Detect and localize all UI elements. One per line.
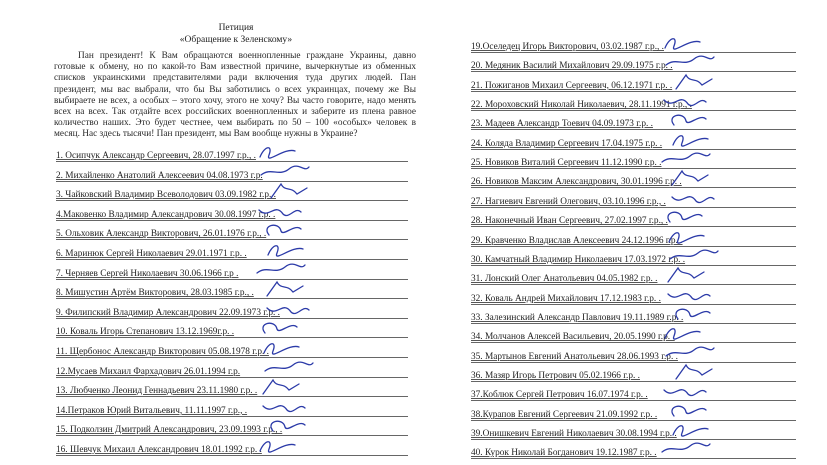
petition-page-left <box>50 0 422 465</box>
signature-line <box>471 420 796 421</box>
signature-line <box>56 337 408 338</box>
signature-line <box>471 458 796 459</box>
signatory-entry: 34. Молчанов Алексей Васильевич, 20.05.1990 г.р. . <box>471 332 675 343</box>
signatory-entry: 31. Лонский Олег Анатольевич 04.05.1982 г.р. . <box>471 274 658 285</box>
signatory-entry: 1. Осипчук Александр Сергеевич, 28.07.1997 г.р., . <box>56 151 256 161</box>
signatory-entry: 21. Пожиганов Михаил Сергеевич, 06.12.1971 г.р. . <box>471 80 673 91</box>
signature-line <box>471 362 796 363</box>
signatory-entry: 37.Коблюк Сергей Петрович 16.07.1974 г.р. . <box>471 390 648 401</box>
signature-line <box>471 207 796 208</box>
signatory-entry: 25. Новиков Виталий Сергеевич 11.12.1990 г.р. . <box>471 158 662 169</box>
signatory-entry: 30. Камчатный Владимир Николаевич 17.03.1972 г.р. . <box>471 254 686 265</box>
signatory-entry: 32. Коваль Андрей Михайлович 17.12.1983 г.р. . <box>471 293 661 304</box>
signatory-entry: 7. Черняев Сергей Николаевич 30.06.1966 г.р . <box>56 268 239 279</box>
signatory-entry: 23. Мадеев Александр Тоевич 04.09.1973 г.р. . <box>471 119 653 130</box>
signature-line <box>471 381 796 382</box>
signature-line <box>471 52 796 53</box>
signatory-entry: 27. Нагиевич Евгений Олегович, 03.10.1996 г.р., . <box>471 196 666 207</box>
signatory-entry: 12.Мусаев Михаил Фархадович 26.01.1994 г.р. <box>56 366 241 377</box>
signatory-entry: 39.Онишкевич Евгений Николаевич 30.08.1994 г.р. . <box>471 429 677 439</box>
handwritten-signature <box>660 440 715 462</box>
signatory-entry: 9. Филипский Владимир Александрович 22.09.1973 г.р. . <box>56 307 280 318</box>
signature-line <box>471 439 796 440</box>
signature-line <box>56 200 408 201</box>
signatory-entry: 24. Коляда Владимир Сергеевич 17.04.1975 г.р. . <box>471 138 663 149</box>
signature-line <box>471 71 796 72</box>
petition-page-right <box>465 0 805 465</box>
signatory-entry: 10. Коваль Игорь Степанович 13.12.1969г.р. . <box>56 327 235 338</box>
signatory-entry: 29. Кравченко Владислав Алексеевич 24.12.1996 г.р. . <box>471 235 683 246</box>
signature-line <box>56 435 408 436</box>
signatory-entry: 11. Щербонос Александр Викторович 05.08.1978 г.р. . <box>56 347 269 357</box>
signatory-entry: 22. Мороховский Николай Николаевич, 28.11.1991 г.р., . <box>471 100 692 111</box>
signature-line <box>56 455 408 456</box>
signature-line <box>471 226 796 227</box>
signature-line <box>56 298 408 299</box>
signatory-entry: 35. Мартынов Евгений Анатольевич 28.06.1993 г.р. . <box>471 351 678 362</box>
signature-line <box>471 129 796 130</box>
signature-line <box>56 161 408 162</box>
signatory-entry: 19.Оселедец Игорь Викторович, 03.02.1987 г.р., . <box>471 42 664 52</box>
signature-line <box>471 91 796 92</box>
signature-line <box>56 377 408 378</box>
signatory-entry: 28. Наконечный Иван Сергеевич, 27.02.1997 г.р., . <box>471 216 668 227</box>
signature-line <box>471 149 796 150</box>
signature-line <box>56 318 408 319</box>
signature-line <box>471 284 796 285</box>
signature-line <box>56 396 408 397</box>
signatory-entry: 40. Курок Николай Богданович 19.12.1987 г.р. . <box>471 448 657 459</box>
signature-line <box>56 239 408 240</box>
signature-line <box>471 323 796 324</box>
petition-subtitle: «Обращение к Зеленскому» <box>179 35 293 45</box>
signatory-entry: 20. Медяник Василий Михайлович 29.09.1975 г.р. . <box>471 61 673 72</box>
signatory-entry: 16. Шевчук Михаил Александрович 18.01.1992 г.р. . <box>56 445 262 455</box>
signature-line <box>56 181 408 182</box>
signatory-entry: 38.Курапов Евгений Сергеевич 21.09.1992 г.р. . <box>471 409 658 420</box>
signature-line <box>471 187 796 188</box>
signature-line <box>56 259 408 260</box>
handwritten-signature <box>255 437 310 459</box>
petition-body: Пан президент! К Вам обращаются военнопленные граждане Украины, давно готовые к обмену, но по какой-то Вам известной причине, вычеркнутые из обменных списков украинскими представителями ради включения туда других людей. Пан президент, мы вас выбрали, что бы Вы заботились о всех украинцах, почему же Вы выбираете не всех, а особых – этого хочу, этого не хочу? Вы часто говорите, надо менять всех на всех. Так отдайте всех российских военнопленных и заберите из плена равное количество наших. Это будет честнее, чем выбирать по 50 – 100 «особых» человек в месяц. Нас здесь тысячи! Пан президент, мы Вам вообще нужны в Украине? <box>54 51 416 140</box>
petition-title: Петиция <box>218 23 254 33</box>
signatory-entry: 3. Чайковский Владимир Всеволодович 03.09.1982 г.р. . <box>56 190 276 201</box>
signatory-entry: 36. Мазяр Игорь Петрович 05.02.1966 г.р. . <box>471 370 640 381</box>
signature-line <box>471 304 796 305</box>
signatory-entry: 15. Подколзин Дмитрий Александрович, 23.09.1993 г.р., . <box>56 425 283 436</box>
signature-line <box>471 110 796 111</box>
signatory-entry: 14.Петраков Юрий Витальевич, 11.11.1997 г.р., . <box>56 405 248 416</box>
signatory-entry: 26. Новиков Максим Александрович, 30.01.1996 г.р. . <box>471 177 682 188</box>
signature-line <box>471 342 796 343</box>
signatory-entry: 5. Ольховик Александр Викторович, 26.01.1976 г.р., . <box>56 229 267 240</box>
signature-line <box>471 400 796 401</box>
signature-line <box>471 265 796 266</box>
signature-line <box>56 220 408 221</box>
signature-line <box>56 279 408 280</box>
signatory-entry: 8. Мишустин Артём Викторович, 28.03.1985 г.р., . <box>56 288 254 299</box>
signature-line <box>56 357 408 358</box>
signature-line <box>471 168 796 169</box>
signatory-entry: 33. Залезинский Александр Павлович 19.11.1989 г.р. . <box>471 312 684 323</box>
signatory-entry: 13. Любченко Леонид Геннадьевич 23.11.1980 г.р. . <box>56 386 258 397</box>
signatory-entry: 4.Маковенко Владимир Александрович 30.08.1997 г.р. . <box>56 209 276 220</box>
signatory-entry: 2. Михайленко Анатолий Алексеевич 04.08.1973 г.р. <box>56 170 263 181</box>
signature-line <box>471 246 796 247</box>
signature-line <box>56 416 408 417</box>
signatory-entry: 6. Маринюк Сергей Николаевич 29.01.1971 г.р. . <box>56 249 247 259</box>
